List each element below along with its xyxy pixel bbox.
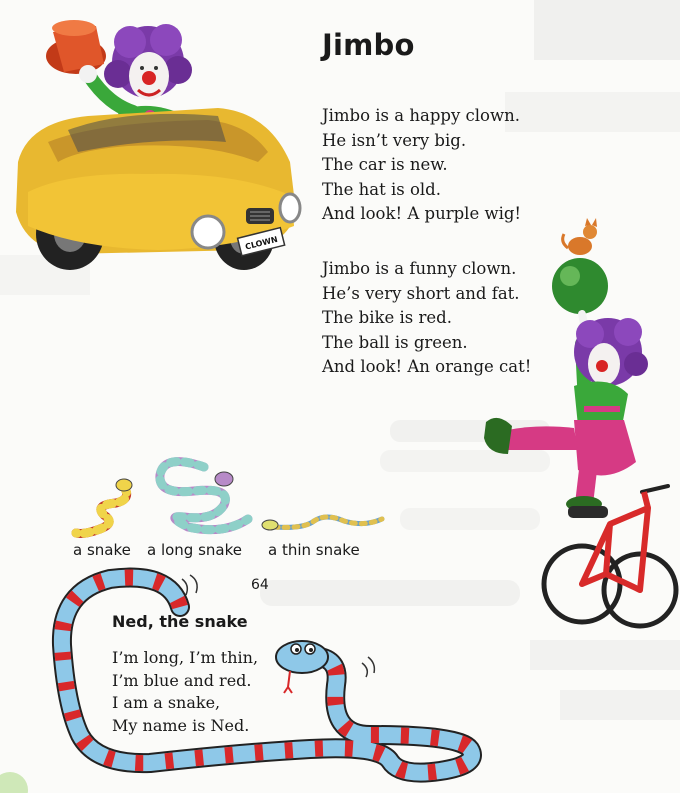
orange-cat-icon xyxy=(563,218,597,255)
ned-poem-line: My name is Ned. xyxy=(112,715,250,735)
ned-poem-title: Ned, the snake xyxy=(112,612,248,631)
small-snakes-illustration xyxy=(64,455,394,541)
poem-line: The hat is old. xyxy=(322,179,441,199)
poem-line: He’s very short and fat. xyxy=(322,283,520,303)
poem-line: The ball is green. xyxy=(322,332,468,352)
poem-line: And look! An orange cat! xyxy=(322,357,532,376)
clown-bike-illustration xyxy=(478,214,678,634)
top-hat-icon xyxy=(46,20,106,74)
long-snake-label: a long snake xyxy=(147,541,242,559)
ned-snake-illustration xyxy=(40,565,500,790)
ned-poem-line: I’m long, I’m thin, xyxy=(112,648,259,667)
long-snake-icon xyxy=(160,462,248,530)
snake-head-icon xyxy=(276,641,328,693)
ned-poem-line: I am a snake, xyxy=(112,693,221,712)
poem-line: He isn’t very big. xyxy=(322,130,467,150)
snake-icon xyxy=(76,479,132,534)
page-number: 64 xyxy=(251,577,269,593)
ned-poem-line: I’m blue and red. xyxy=(112,670,252,690)
poem-line: The bike is red. xyxy=(322,308,452,327)
red-bicycle-icon xyxy=(544,486,676,626)
poem-line: Jimbo is a happy clown. xyxy=(322,106,520,125)
snake-label: a snake xyxy=(73,541,131,559)
poem-title: Jimbo xyxy=(322,28,415,62)
poem-line: And look! A purple wig! xyxy=(322,204,522,223)
ned-poem xyxy=(112,647,258,737)
thin-snake-label: a thin snake xyxy=(268,541,360,559)
poem-line: Jimbo is a funny clown. xyxy=(322,259,517,278)
poem-stanza-1 xyxy=(322,104,521,227)
clown-car-illustration xyxy=(8,12,308,282)
poem-line: The car is new. xyxy=(322,155,448,174)
thin-snake-icon xyxy=(262,517,382,530)
green-ball-icon xyxy=(552,258,608,314)
license-plate-text: CLOWN xyxy=(244,234,279,252)
